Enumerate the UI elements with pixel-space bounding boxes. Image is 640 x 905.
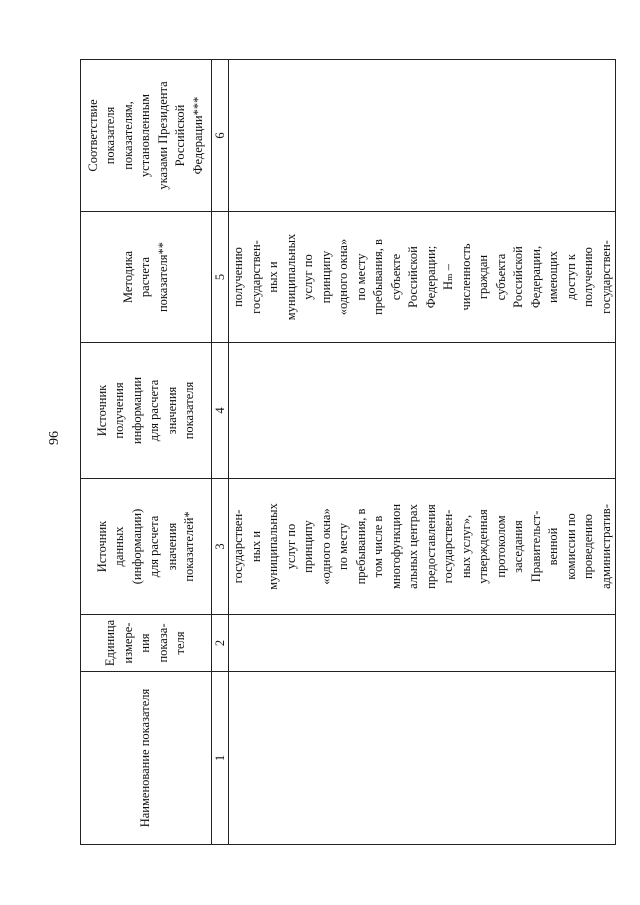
cell-data-source: государствен- ных и муниципальных услуг по принципу «одного окна» по месту пребывания, в том числе в многофункцион альных центрах предоставления государствен- ных услуг», утвержденная протоколом заседания Правительст- венной комиссии по проведению административ- bbox=[229, 479, 616, 615]
rotated-table-container bbox=[80, 60, 613, 845]
cell-conformity bbox=[229, 60, 616, 212]
header-indicator-name: Наименование показателя bbox=[81, 672, 212, 845]
header-conformity: Соответствие показателя показателям, установленным указами Президента Российской Федерации*** bbox=[81, 60, 212, 212]
column-number: 3 bbox=[212, 479, 229, 615]
header-unit: Единица измере- ния показа- теля bbox=[81, 615, 212, 672]
cell-unit bbox=[229, 615, 616, 672]
column-number: 6 bbox=[212, 60, 229, 212]
column-number: 1 bbox=[212, 672, 229, 845]
cell-indicator-name bbox=[229, 672, 616, 845]
table-header-row bbox=[81, 60, 212, 845]
table-row bbox=[229, 60, 616, 845]
cell-method: получению государствен- ных и муниципальных услуг по принципу «одного окна» по месту пребывания, в субъекте Российской Федерации; Нₘ – численность граждан субъекта Российской Федерации, имеющих доступ к получению государствен- bbox=[229, 212, 616, 343]
column-number: 5 bbox=[212, 212, 229, 343]
column-number: 4 bbox=[212, 343, 229, 479]
header-info-source: Источник получения информации для расчета значения показателя bbox=[81, 343, 212, 479]
indicator-table bbox=[80, 59, 616, 845]
page-number: 96 bbox=[47, 431, 62, 445]
header-method: Методика расчета показателя** bbox=[81, 212, 212, 343]
column-number: 2 bbox=[212, 615, 229, 672]
cell-info-source bbox=[229, 343, 616, 479]
column-number-row bbox=[212, 60, 229, 845]
header-data-source: Источник данных (информации) для расчета значения показателей* bbox=[81, 479, 212, 615]
